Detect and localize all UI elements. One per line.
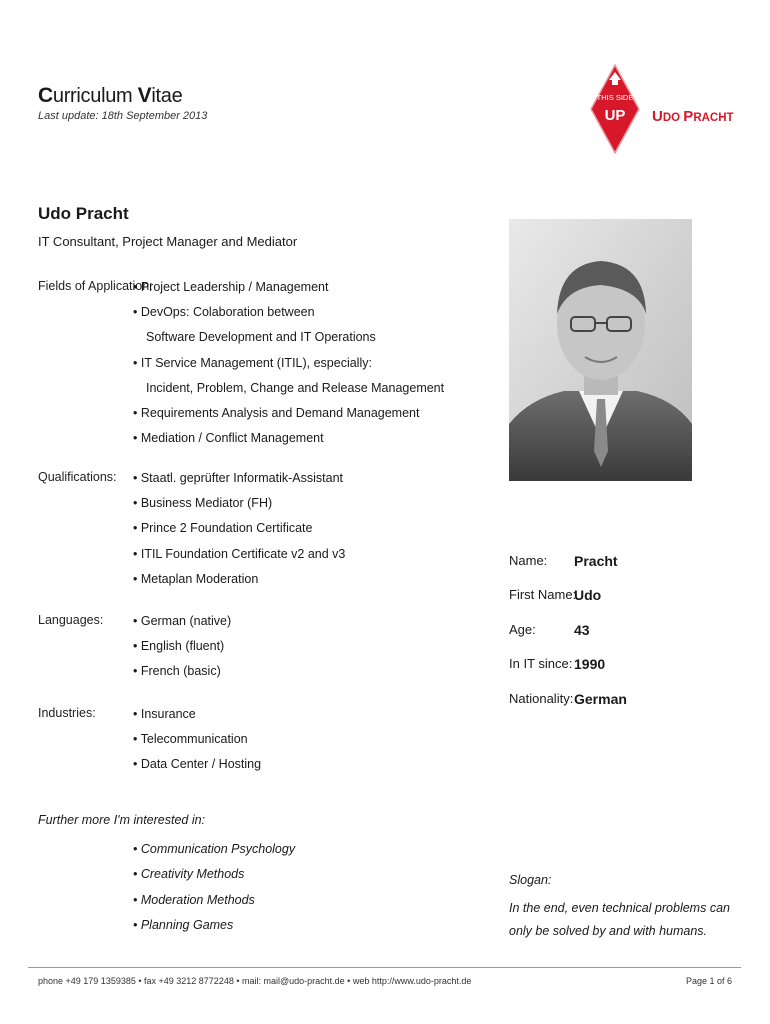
list-item: • French (basic) bbox=[133, 664, 221, 679]
footer-divider bbox=[28, 967, 741, 968]
list-item: • Moderation Methods bbox=[133, 892, 255, 907]
list-item: • Telecommunication bbox=[133, 732, 248, 747]
person-role: IT Consultant, Project Manager and Mediator bbox=[38, 234, 298, 249]
list-item: • IT Service Management (ITIL), especially: bbox=[133, 355, 372, 370]
list-item: • Data Center / Hosting bbox=[133, 757, 262, 772]
languages-list bbox=[133, 609, 231, 685]
last-update: Last update: 18th September 2013 bbox=[38, 110, 208, 122]
info-row-nationality: Nationality: German bbox=[509, 690, 627, 707]
brand-logo bbox=[590, 64, 738, 154]
list-item: • English (fluent) bbox=[133, 639, 225, 654]
list-item: • ITIL Foundation Certificate v2 and v3 bbox=[133, 546, 346, 561]
list-item: • DevOps: Colaboration between bbox=[133, 305, 315, 320]
list-item: Software Development and IT Operations bbox=[146, 330, 376, 345]
info-row-first-name: First Name: Udo bbox=[509, 587, 602, 604]
list-item: • Project Leadership / Management bbox=[133, 280, 329, 294]
qualifications-label: Qualifications: bbox=[38, 470, 117, 484]
personal-info bbox=[509, 553, 627, 725]
list-item: • Mediation / Conflict Management bbox=[133, 431, 324, 446]
list-item: • Insurance bbox=[133, 707, 196, 721]
list-item: • Creativity Methods bbox=[133, 867, 245, 882]
info-row-age: Age: 43 bbox=[509, 621, 590, 638]
info-row-it-since: In IT since: 1990 bbox=[509, 656, 606, 673]
list-item: • Communication Psychology bbox=[133, 842, 296, 856]
page-number: Page 1 of 6 bbox=[685, 976, 732, 986]
slogan-text: In the end, even technical problems can only be solved by and with humans. bbox=[509, 901, 730, 938]
list-item: • Staatl. geprüfter Informatik-Assistant bbox=[133, 471, 344, 485]
list-item: • Prince 2 Foundation Certificate bbox=[133, 521, 313, 536]
industries-list bbox=[133, 702, 261, 778]
industries-label: Industries: bbox=[38, 706, 96, 720]
qualifications-list bbox=[133, 466, 345, 592]
fields-label: Fields of Application: bbox=[38, 279, 153, 293]
slogan-label: Slogan: bbox=[509, 873, 552, 887]
logo-brand-text: UDO PRACHT bbox=[652, 108, 734, 125]
logo-this-side: THIS SIDE bbox=[596, 93, 634, 102]
list-item: Incident, Problem, Change and Release Management bbox=[146, 380, 445, 395]
footer-contact: phone +49 179 1359385 • fax +49 3212 8772248 • mail: mail@udo-pracht.de • web http://www.udo-pracht.de bbox=[38, 976, 472, 986]
list-item: • Business Mediator (FH) bbox=[133, 496, 273, 511]
logo-up: UP bbox=[604, 107, 626, 124]
list-item: • Metaplan Moderation bbox=[133, 571, 259, 586]
profile-photo bbox=[509, 219, 692, 481]
list-item: • Requirements Analysis and Demand Management bbox=[133, 406, 420, 421]
interests-list bbox=[133, 837, 295, 938]
list-item: • Planning Games bbox=[133, 917, 234, 932]
interests-label: Further more I'm interested in: bbox=[38, 813, 206, 827]
person-name: Udo Pracht bbox=[38, 204, 129, 223]
document-title: Curriculum Vitae bbox=[38, 84, 183, 107]
languages-label: Languages: bbox=[38, 613, 104, 627]
list-item: • German (native) bbox=[133, 614, 232, 628]
fields-list bbox=[133, 275, 444, 451]
info-row-name: Name: Pracht bbox=[509, 553, 618, 569]
